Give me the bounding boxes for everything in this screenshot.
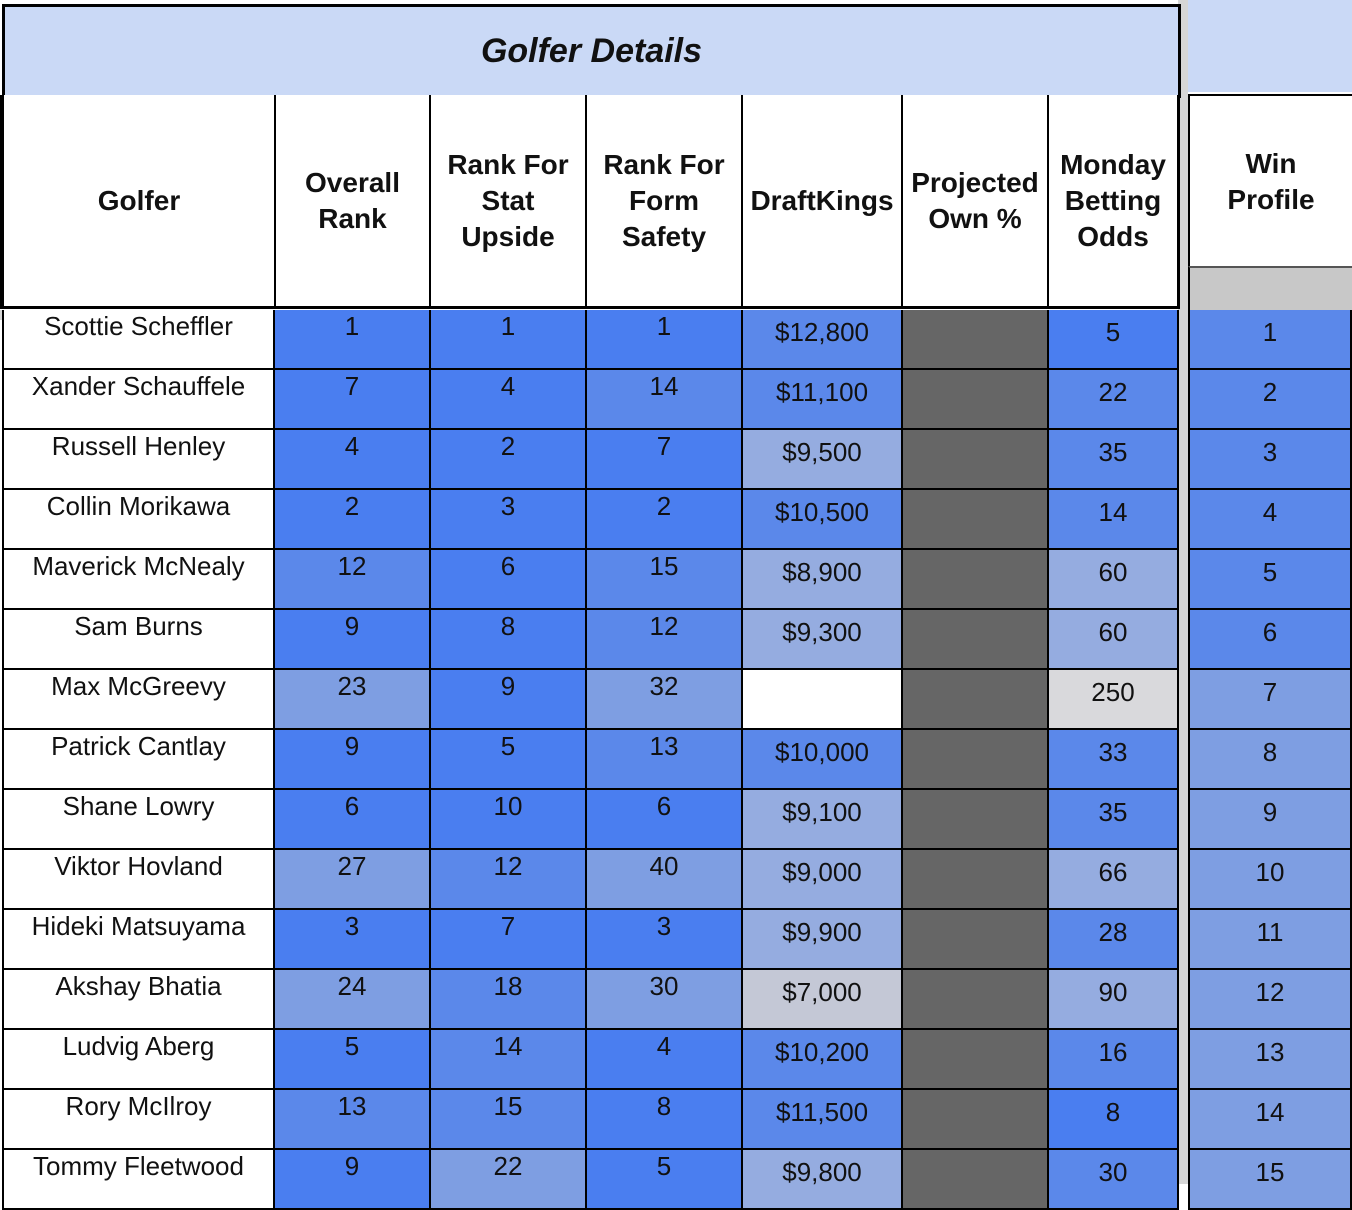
form-safety-cell[interactable]: 5 [587,1150,743,1210]
draftkings-salary-cell[interactable]: $9,100 [743,790,903,850]
table-row [0,1030,1352,1090]
stat-upside-cell[interactable]: 8 [431,610,587,670]
form-safety-cell[interactable]: 8 [587,1090,743,1150]
win-profile-cell[interactable]: 6 [1188,610,1352,670]
table-row [0,490,1352,550]
overall-rank-cell[interactable]: 9 [275,1150,431,1210]
stat-upside-cell[interactable]: 9 [431,670,587,730]
form-safety-cell[interactable]: 1 [587,310,743,370]
overall-rank-cell[interactable]: 24 [275,970,431,1030]
overall-rank-cell[interactable]: 12 [275,550,431,610]
draftkings-salary-cell[interactable]: $9,900 [743,910,903,970]
sheet-title: Golfer Details [2,4,1181,98]
overall-rank-cell[interactable]: 4 [275,430,431,490]
betting-odds-cell[interactable]: 8 [1049,1090,1179,1150]
header-projected-own-label: Projected Own % [911,166,1039,234]
overall-rank-cell[interactable]: 7 [275,370,431,430]
table-row [0,670,1352,730]
golfer-name-cell[interactable]: Maverick McNealy [2,550,275,610]
betting-odds-cell[interactable]: 30 [1049,1150,1179,1210]
stat-upside-cell[interactable]: 12 [431,850,587,910]
stat-upside-cell[interactable]: 1 [431,310,587,370]
win-profile-cell[interactable]: 12 [1188,970,1352,1030]
table-row [0,370,1352,430]
form-safety-cell[interactable]: 4 [587,1030,743,1090]
title-band-extension [1188,0,1352,92]
form-safety-cell[interactable]: 15 [587,550,743,610]
projected-own-cell[interactable] [903,1030,1049,1090]
projected-own-cell[interactable] [903,730,1049,790]
overall-rank-cell[interactable]: 5 [275,1030,431,1090]
betting-odds-cell[interactable]: 60 [1049,550,1179,610]
draftkings-salary-cell[interactable]: $10,200 [743,1030,903,1090]
projected-own-cell[interactable] [903,310,1049,370]
table-row [0,910,1352,970]
golfer-name-cell[interactable]: Max McGreevy [2,670,275,730]
golfer-name-cell[interactable]: Patrick Cantlay [2,730,275,790]
win-profile-cell[interactable]: 13 [1188,1030,1352,1090]
win-profile-cell[interactable]: 2 [1188,370,1352,430]
header-betting-odds[interactable] [1049,95,1180,309]
projected-own-cell[interactable] [903,1090,1049,1150]
win-profile-cell[interactable]: 10 [1188,850,1352,910]
golfer-name-cell[interactable]: Collin Morikawa [2,490,275,550]
form-safety-cell[interactable]: 14 [587,370,743,430]
overall-rank-cell[interactable]: 6 [275,790,431,850]
header-betting-odds-label: Monday Betting Odds [1060,148,1166,252]
draftkings-salary-cell[interactable]: $9,800 [743,1150,903,1210]
header-win-profile-sub [1188,266,1352,310]
win-profile-cell[interactable]: 4 [1188,490,1352,550]
header-projected-own[interactable] [903,95,1049,309]
betting-odds-cell[interactable]: 33 [1049,730,1179,790]
betting-odds-cell[interactable]: 35 [1049,430,1179,490]
win-profile-cell[interactable]: 8 [1188,730,1352,790]
projected-own-cell[interactable] [903,1150,1049,1210]
draftkings-salary-cell[interactable]: $11,100 [743,370,903,430]
win-profile-cell[interactable]: 14 [1188,1090,1352,1150]
betting-odds-cell[interactable]: 60 [1049,610,1179,670]
projected-own-cell[interactable] [903,970,1049,1030]
table-row [0,310,1352,370]
header-form-safety-label: Rank For Form Safety [603,148,725,252]
draftkings-salary-cell[interactable]: $7,000 [743,970,903,1030]
header-stat-upside-label: Rank For Stat Upside [447,148,569,252]
draftkings-salary-cell[interactable]: $8,900 [743,550,903,610]
draftkings-salary-cell[interactable]: $9,300 [743,610,903,670]
draftkings-salary-cell[interactable]: $9,500 [743,430,903,490]
header-overall-rank-label: Overall Rank [305,166,400,234]
win-profile-cell[interactable]: 3 [1188,430,1352,490]
header-overall-rank[interactable] [276,95,431,309]
table-row [0,790,1352,850]
win-profile-cell[interactable]: 1 [1188,310,1352,370]
betting-odds-cell[interactable]: 250 [1049,670,1179,730]
draftkings-salary-cell[interactable]: $12,800 [743,310,903,370]
golfer-name-cell[interactable]: Russell Henley [2,430,275,490]
projected-own-cell[interactable] [903,430,1049,490]
stat-upside-cell[interactable]: 7 [431,910,587,970]
draftkings-salary-cell[interactable]: $10,500 [743,490,903,550]
golfer-name-cell[interactable]: Rory McIlroy [2,1090,275,1150]
betting-odds-cell[interactable]: 66 [1049,850,1179,910]
form-safety-cell[interactable]: 30 [587,970,743,1030]
win-profile-cell[interactable]: 7 [1188,670,1352,730]
form-safety-cell[interactable]: 2 [587,490,743,550]
betting-odds-cell[interactable]: 5 [1049,310,1179,370]
projected-own-cell[interactable] [903,790,1049,850]
header-draftkings[interactable]: DraftKings [743,95,903,309]
golfer-name-cell[interactable]: Xander Schauffele [2,370,275,430]
form-safety-cell[interactable]: 13 [587,730,743,790]
stat-upside-cell[interactable]: 5 [431,730,587,790]
golfer-name-cell[interactable]: Akshay Bhatia [2,970,275,1030]
stat-upside-cell[interactable]: 14 [431,1030,587,1090]
projected-own-cell[interactable] [903,490,1049,550]
betting-odds-cell[interactable]: 35 [1049,790,1179,850]
table-row [0,430,1352,490]
header-golfer[interactable]: Golfer [0,95,276,309]
win-profile-cell[interactable]: 9 [1188,790,1352,850]
overall-rank-cell[interactable]: 9 [275,730,431,790]
overall-rank-cell[interactable]: 2 [275,490,431,550]
table-row [0,1150,1352,1210]
golfer-name-cell[interactable]: Sam Burns [2,610,275,670]
stat-upside-cell[interactable]: 22 [431,1150,587,1210]
draftkings-salary-cell[interactable] [743,670,903,730]
projected-own-cell[interactable] [903,850,1049,910]
overall-rank-cell[interactable]: 9 [275,610,431,670]
projected-own-cell[interactable] [903,550,1049,610]
form-safety-cell[interactable]: 40 [587,850,743,910]
betting-odds-cell[interactable]: 16 [1049,1030,1179,1090]
win-profile-cell[interactable]: 11 [1188,910,1352,970]
draftkings-salary-cell[interactable]: $9,000 [743,850,903,910]
projected-own-cell[interactable] [903,670,1049,730]
overall-rank-cell[interactable]: 3 [275,910,431,970]
overall-rank-cell[interactable]: 23 [275,670,431,730]
stat-upside-cell[interactable]: 18 [431,970,587,1030]
header-form-safety[interactable] [587,95,743,309]
table-row [0,850,1352,910]
form-safety-cell[interactable]: 12 [587,610,743,670]
golfer-name-cell[interactable]: Hideki Matsuyama [2,910,275,970]
draftkings-salary-cell[interactable]: $10,000 [743,730,903,790]
golfer-name-cell[interactable]: Tommy Fleetwood [2,1150,275,1210]
stat-upside-cell[interactable]: 4 [431,370,587,430]
projected-own-cell[interactable] [903,910,1049,970]
form-safety-cell[interactable]: 6 [587,790,743,850]
stat-upside-cell[interactable]: 15 [431,1090,587,1150]
golfer-name-cell[interactable]: Viktor Hovland [2,850,275,910]
betting-odds-cell[interactable]: 90 [1049,970,1179,1030]
win-profile-cell[interactable]: 5 [1188,550,1352,610]
table-row [0,610,1352,670]
golfer-name-cell[interactable]: Ludvig Aberg [2,1030,275,1090]
table-row [0,550,1352,610]
stat-upside-cell[interactable]: 2 [431,430,587,490]
betting-odds-cell[interactable]: 28 [1049,910,1179,970]
stat-upside-cell[interactable]: 6 [431,550,587,610]
header-stat-upside[interactable] [431,95,587,309]
header-win-profile[interactable] [1188,94,1352,266]
betting-odds-cell[interactable]: 22 [1049,370,1179,430]
projected-own-cell[interactable] [903,610,1049,670]
table-row [0,970,1352,1030]
form-safety-cell[interactable]: 3 [587,910,743,970]
overall-rank-cell[interactable]: 27 [275,850,431,910]
table-row [0,1090,1352,1150]
overall-rank-cell[interactable]: 1 [275,310,431,370]
golfer-name-cell[interactable]: Scottie Scheffler [2,310,275,370]
form-safety-cell[interactable]: 32 [587,670,743,730]
stat-upside-cell[interactable]: 3 [431,490,587,550]
projected-own-cell[interactable] [903,370,1049,430]
overall-rank-cell[interactable]: 13 [275,1090,431,1150]
win-profile-cell[interactable]: 15 [1188,1150,1352,1210]
table-row [0,730,1352,790]
header-win-profile-label: Win Profile [1227,148,1315,215]
betting-odds-cell[interactable]: 14 [1049,490,1179,550]
golfer-name-cell[interactable]: Shane Lowry [2,790,275,850]
form-safety-cell[interactable]: 7 [587,430,743,490]
draftkings-salary-cell[interactable]: $11,500 [743,1090,903,1150]
stat-upside-cell[interactable]: 10 [431,790,587,850]
